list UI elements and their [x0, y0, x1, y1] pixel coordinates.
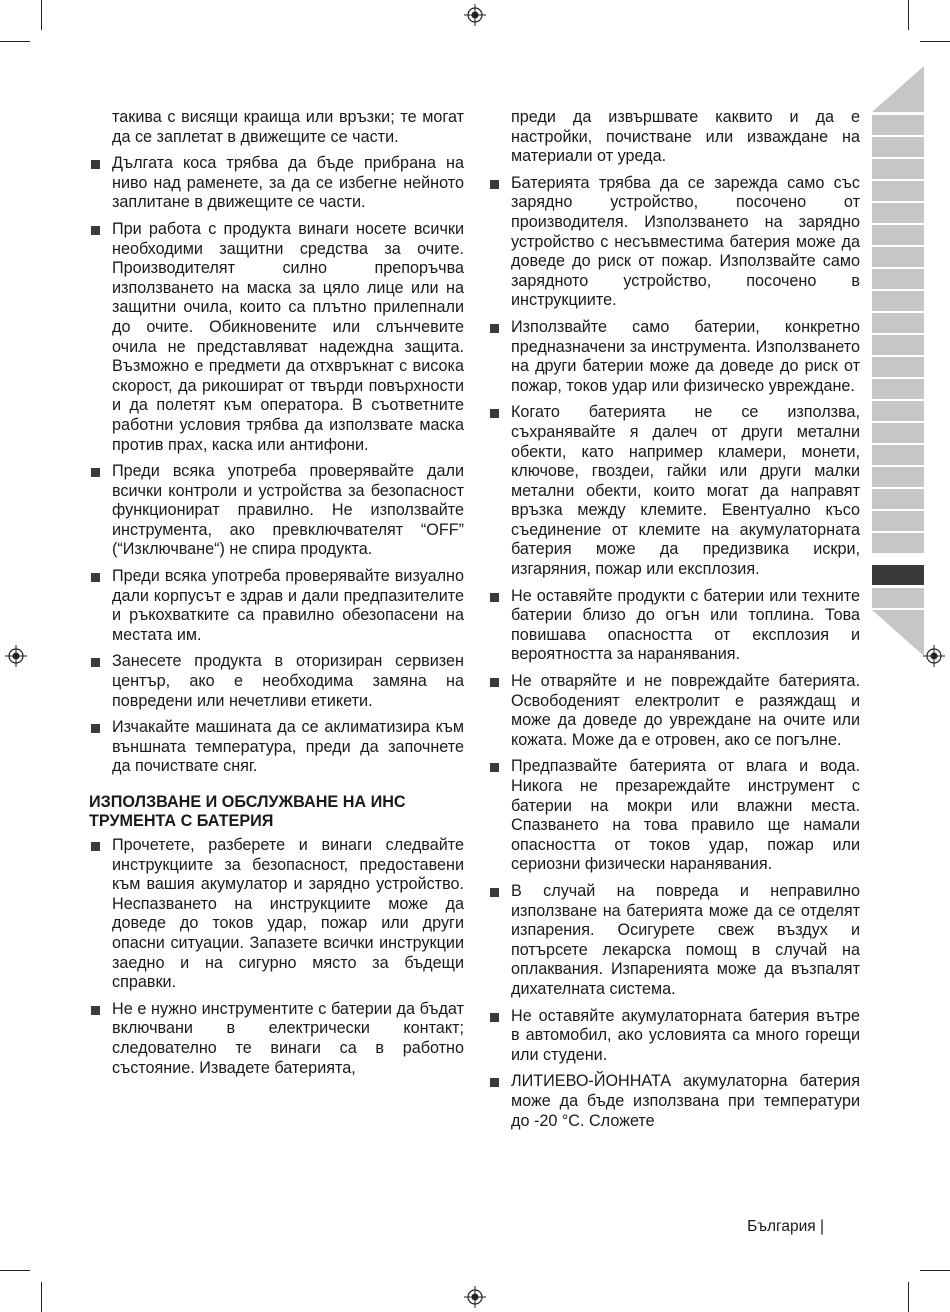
side-tab-active: [872, 565, 924, 585]
side-tab: [872, 159, 924, 179]
side-tab: [872, 511, 924, 531]
list-item-text: Преди всяка употреба проверявайте дали всички контроли и устройства за безопасност функционират правилно. Не използвайте инструмента, ако превключвателят “OFF” (“Изключване“) не спира продукта.: [112, 462, 464, 559]
registration-mark-right-icon: [923, 645, 945, 667]
list-item-text: Не отваряйте и не повреждайте батерията. Освободеният електролит е разяждащ и може да доведе до увреждане на очите или кожата. Може да е отровен, ако се погълне.: [511, 672, 860, 749]
side-tab: [872, 247, 924, 267]
bullet-square-icon: [91, 160, 100, 169]
bullet-square-icon: [490, 324, 499, 333]
list-item-text: Дългата коса трябва да бъде прибрана на ниво над раменете, за да се избегне нейното заплитане в движещите се части.: [112, 154, 464, 212]
list-item: [89, 718, 464, 777]
list-item-text: Прочетете, разберете и винаги следвайте инструкциите за безопасност, предоставени към вашия акумулатор и зарядно устройство. Неспазването на инструкциите може да доведе до токов удар, пожар или други опасни ситуации. Запазете всички инструкции заедно и на сигурно място за бъдещи справки.: [112, 836, 464, 992]
list-item: [89, 220, 464, 455]
bullet-square-icon: [490, 763, 499, 772]
list-item: [488, 1007, 860, 1066]
bullet-square-icon: [91, 468, 100, 477]
bullet-square-icon: [490, 1078, 499, 1087]
list-item: [488, 174, 860, 311]
side-tab: [872, 313, 924, 333]
side-tab: [872, 137, 924, 157]
list-item: [89, 652, 464, 711]
list-item: [488, 882, 860, 1000]
list-item: [488, 318, 860, 396]
side-tab: [872, 181, 924, 201]
bullet-square-icon: [91, 724, 100, 733]
bullet-square-icon: [490, 678, 499, 687]
list-item-text: Батерията трябва да се зарежда само със зарядно устройство, посочено от производителя. Използването на зарядно устройство с несъвместима батерия може да доведе до риск от пожар. Използвайте само зарядното устройство, посочено в инструкциите.: [511, 173, 860, 310]
crop-mark-bottom-right: [908, 1282, 909, 1312]
crop-mark-bottom-left: [41, 1282, 42, 1312]
side-tab: [872, 588, 924, 608]
side-tab: [872, 445, 924, 465]
side-tab-top-wedge: [872, 66, 924, 112]
list-item-text: Предпазвайте батерията от влага и вода. Никога не презареждайте инструмент с батерии на мокри или влажни места. Спазването на това правило ще намали опасността от токов удар, пожар или сериозни физически наранявания.: [511, 757, 860, 874]
crop-mark-bottom-left-h: [0, 1270, 30, 1271]
continuation-text: преди да извършвате каквито и да е настройки, почистване или изваждане на материали от уреда.: [511, 108, 860, 166]
list-item: [89, 567, 464, 645]
side-tab: [872, 269, 924, 289]
list-item-text: В случай на повреда и неправилно използване на батерията може да се отделят изпарения. Осигурете свеж въздух и потърсете лекарска помощ в случай на оплаквания. Изпаренията може да възпалят дихателната система.: [511, 881, 860, 998]
side-tab: [872, 357, 924, 377]
bullet-square-icon: [91, 573, 100, 582]
bullet-square-icon: [91, 1006, 100, 1015]
crop-mark-bottom-right-h: [920, 1270, 950, 1271]
side-tab: [872, 115, 924, 135]
list-item-text: Не оставяйте акумулаторната батерия вътре в автомобил, ако условията са много горещи или студени.: [511, 1006, 860, 1064]
list-item-text: Не е нужно инструментите с батерии да бъдат включвани в електрически контакт; следователно те винаги са в работно състояние. Извадете батерията,: [112, 999, 464, 1077]
list-item: [488, 403, 860, 579]
side-tab: [872, 467, 924, 487]
crop-mark-top-left-h: [0, 41, 30, 42]
list-item: [89, 836, 464, 993]
registration-mark-bottom-icon: [464, 1286, 486, 1308]
list-item-text: Преди всяка употреба проверявайте визуално дали корпусът е здрав и дали предпазителите и ръкохватките са правилно обезопасени на местата им.: [112, 567, 464, 644]
side-tab: [872, 335, 924, 355]
bullet-square-icon: [91, 842, 100, 851]
bullet-square-icon: [490, 1013, 499, 1022]
section-heading: ИЗПОЛЗВАНЕ И ОБСЛУЖВАНЕ НА ИНС ТРУМЕНТА С БАТЕРИЯ: [89, 793, 406, 830]
list-item: [89, 1000, 464, 1078]
list-item-text: Използвайте само батерии, конкретно предназначени за инструмента. Използването на други батерии може да доведе до риск от пожар, токов удар или физическо увреждане.: [511, 317, 860, 395]
side-tab: [872, 533, 924, 553]
side-tab: [872, 489, 924, 509]
intro-continuation: такива с висящи краища или връзки; те могат да се заплетат в движещите се части.: [112, 108, 464, 146]
registration-mark-top-icon: [464, 4, 486, 26]
side-tab: [872, 203, 924, 223]
bullet-square-icon: [91, 658, 100, 667]
list-item-text: Изчакайте машината да се аклиматизира към външната температура, преди да започнете да почиствате сняг.: [112, 718, 464, 776]
crop-mark-top-right: [908, 0, 909, 30]
registration-mark-left-icon: [5, 645, 27, 667]
list-item: [89, 154, 464, 213]
bullet-square-icon: [490, 180, 499, 189]
left-column: [89, 108, 464, 1085]
list-item: [488, 672, 860, 750]
list-item-text: Занесете продукта в оторизиран сервизен център, ако е необходима замяна на повредени или нечетливи етикети.: [112, 652, 464, 710]
side-tab: [872, 379, 924, 399]
list-item: [89, 462, 464, 560]
side-tab-bottom-wedge: [872, 610, 924, 656]
bullet-square-icon: [91, 226, 100, 235]
right-column: [488, 108, 860, 1138]
list-item-text: При работа с продукта винаги носете всички необходими защитни средства за очите. Производителят силно препоръчва използването на маска за цяло лице или на защитни очила, които са плътно прилепнали до очите. Обикновените или слънчевите очила не представляват надеждна защита. Възможно е предмети да отхвръкнат с висока скорост, да рикошират от твърди повърхности и да полетят към оператора. В съответните работни условия трябва да използвате маска против прах, каска или антифони.: [112, 219, 464, 454]
list-item-text: ЛИТИЕВО-ЙОННАТА акумулаторна батерия може да бъде използвана при температури до -20 °C. Сложете: [511, 1072, 860, 1130]
list-item-text: Когато батерията не се използва, съхранявайте я далеч от други метални обекти, като например кламери, монети, ключове, гвоздеи, гайки или други малки метални обекти, които могат да направят връзка между клемите. Евентуално късо съединение от клемите на акумулаторната батерия може да предизвика искри, изгаряния, пожар или експлозия.: [511, 403, 860, 579]
side-tab: [872, 423, 924, 443]
list-item: [488, 757, 860, 875]
page-footer-language: България |: [747, 1218, 824, 1235]
list-item: [488, 587, 860, 665]
side-tab: [872, 401, 924, 421]
side-tab: [872, 225, 924, 245]
side-tab: [872, 291, 924, 311]
crop-mark-top-right-h: [920, 41, 950, 42]
bullet-square-icon: [490, 593, 499, 602]
crop-mark-top-left: [41, 0, 42, 30]
bullet-square-icon: [490, 888, 499, 897]
list-item-text: Не оставяйте продукти с батерии или техните батерии близо до огън или топлина. Това повишава опасността от експлозия и вероятността за наранявания.: [511, 586, 860, 664]
bullet-square-icon: [490, 409, 499, 418]
list-item: [488, 1072, 860, 1131]
